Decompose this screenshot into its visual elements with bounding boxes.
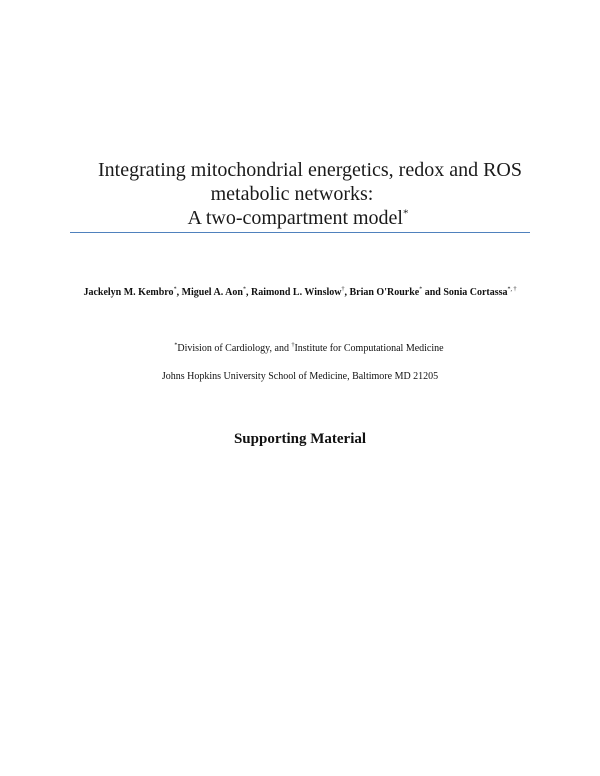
author-name: Raimond L. Winslow (250, 287, 342, 298)
affiliation-line-1 (79, 343, 539, 354)
title-footnote-mark: * (403, 207, 409, 220)
author-mark: * (419, 286, 423, 293)
author-conjunction: and (424, 287, 441, 298)
title-line-3-text: A two-compartment model (187, 207, 403, 229)
paper-title (70, 158, 530, 230)
author-name: Brian O'Rourke (349, 287, 420, 298)
affiliation-text: Division of Cardiology, and (177, 343, 292, 354)
title-line-3 (66, 206, 530, 230)
author-name: Miguel A. Aon (181, 287, 243, 298)
author-separator: , (176, 287, 180, 298)
author-mark: * (242, 286, 246, 293)
author-mark: * (173, 286, 177, 293)
author-mark: *, † (507, 286, 517, 293)
author-mark: † (341, 286, 345, 293)
author-separator: , (245, 287, 249, 298)
author-separator: , (344, 287, 347, 298)
supporting-material-heading: Supporting Material (233, 431, 367, 447)
title-line-2: metabolic networks: (210, 183, 374, 205)
affiliation-mark: † (291, 342, 295, 349)
author-list (70, 281, 530, 305)
title-divider (70, 232, 530, 233)
author-name: Jackelyn M. Kembro (83, 287, 174, 298)
affiliation-text: Institute for Computational Medicine (294, 343, 444, 354)
affiliation-mark: * (174, 342, 178, 349)
affiliation-line-2: Johns Hopkins University School of Medicine, Baltimore MD 21205 (161, 371, 439, 382)
author-name: Sonia Cortassa (443, 287, 508, 298)
title-line-1: Integrating mitochondrial energetics, redox and ROS (98, 159, 522, 181)
